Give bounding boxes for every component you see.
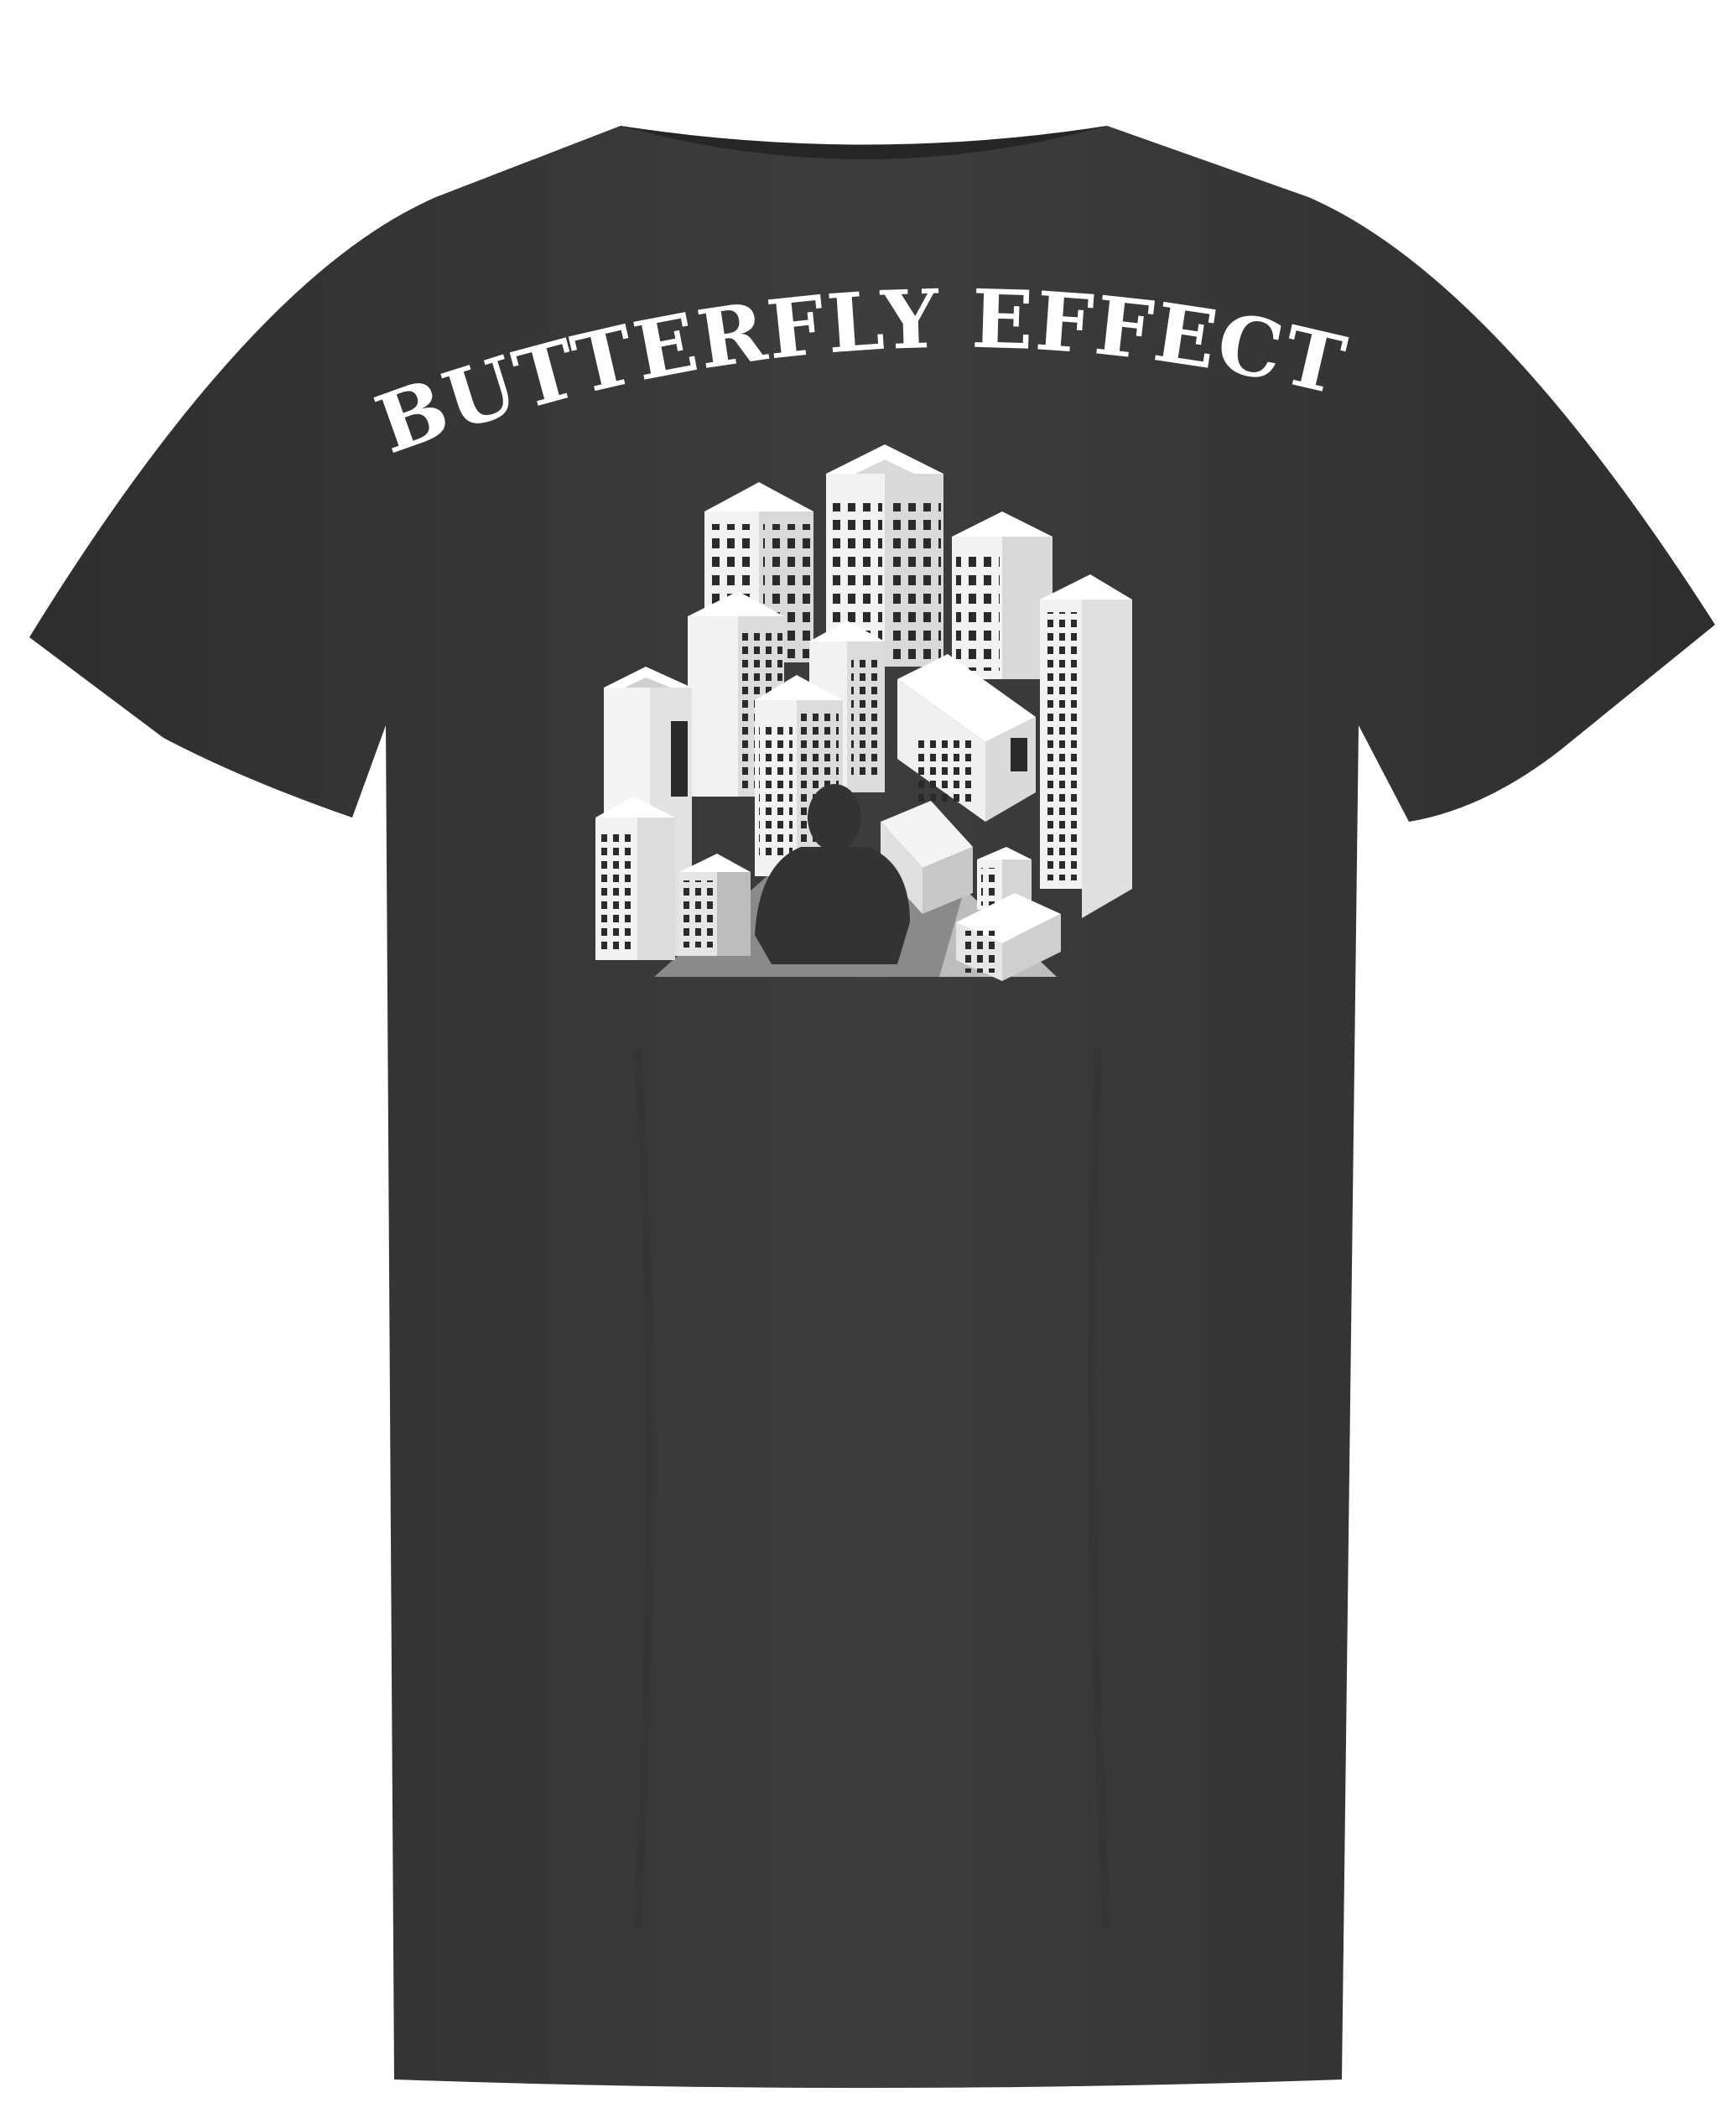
tshirt-body	[29, 126, 1715, 2088]
tower	[595, 797, 675, 960]
tower	[1040, 574, 1132, 918]
block	[679, 854, 751, 956]
tower	[952, 511, 1053, 679]
headline-text: BUTTERFLY EFFECT	[364, 271, 1355, 473]
